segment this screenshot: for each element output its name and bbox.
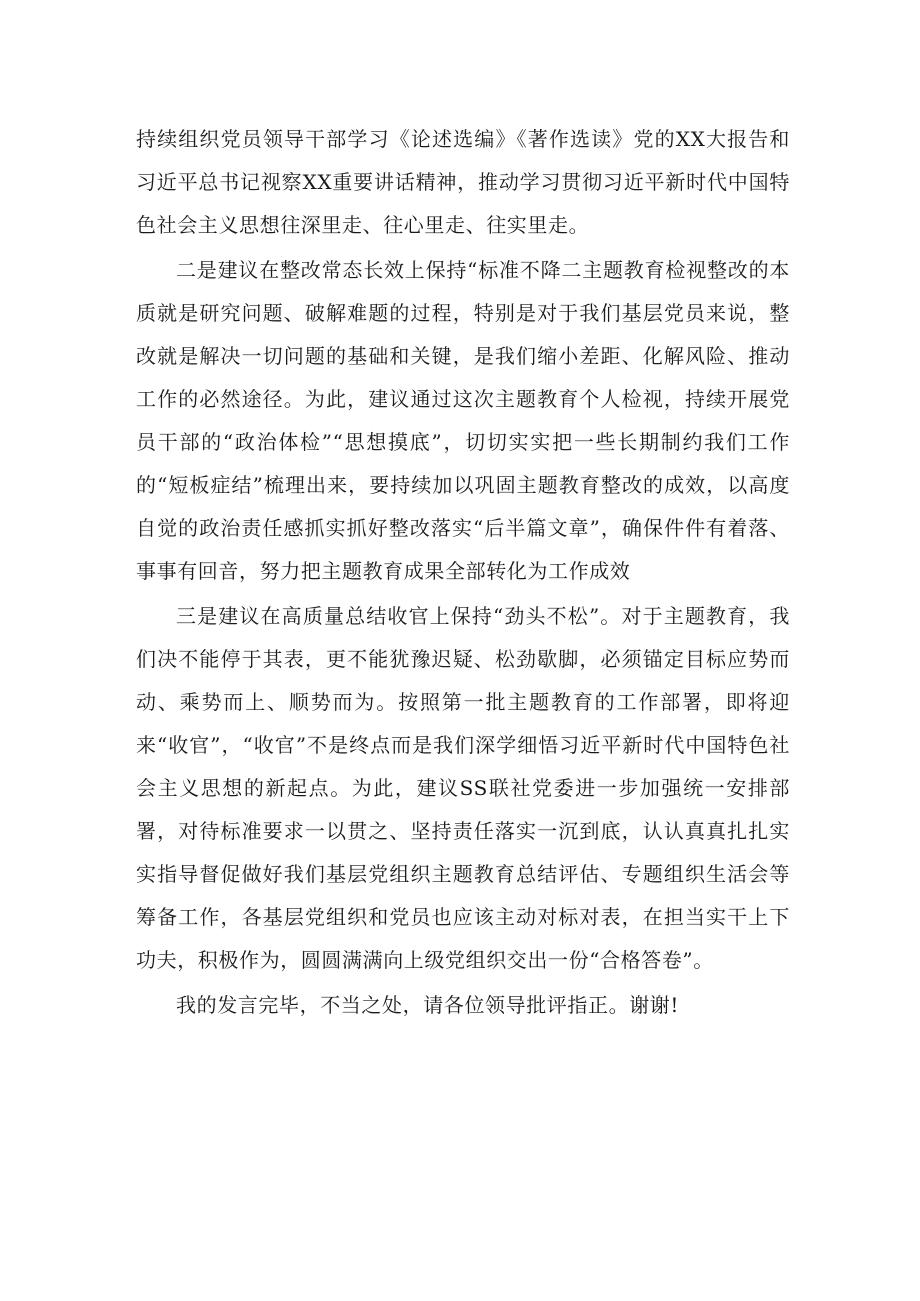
paragraph-suggestion-three: 三是建议在高质量总结收官上保持“劲头不松”。对于主题教育，我们决不能停于其表，更不能犹豫迟疑、松劲歇脚，必须锚定目标应势而动、乘势而上、顺势而为。按照第一批主题教育的工作部署，即将迎来“收官”，“收官”不是终点而是我们深学细悟习近平新时代中国特色社会主义思想的新起点。为此，建议SS联社党委进一步加强统一安排部署，对待标准要求一以贯之、坚持责任落实一沉到底，认认真真扎扎实实指导督促做好我们基层党组织主题教育总结评估、专题组织生活会等筹备工作，各基层党组织和党员也应该主动对标对表，在担当实干上下功夫，积极作为，圆圆满满向上级党组织交出一份“合格答卷”。 [136,604,790,972]
paragraph-closing: 我的发言完毕，不当之处，请各位领导批评指正。谢谢! [176,993,680,1017]
paragraph-suggestion-two: 二是建议在整改常态长效上保持“标准不降二主题教育检视整改的本质就是研究问题、破解难题的过程，特别是对于我们基层党员来说，整改就是解决一切问题的基础和关键，是我们缩小差距、化解风险、推动工作的必然途径。为此，建议通过这次主题教育个人检视，持续开展党员干部的“政治体检”“思想摸底”，切切实实把一些长期制约我们工作的“短板症结”梳理出来，要持续加以巩固主题教育整改的成效，以高度自觉的政治责任感抓实抓好整改落实“后半篇文章”，确保件件有着落、事事有回音，努力把主题教育成果全部转化为工作成效 [136,258,790,583]
document-body [136,118,790,1027]
paragraph-continuation: 持续组织党员领导干部学习《论述选编》《著作选读》党的XX大报告和习近平总书记视察XX重要讲话精神，推动学习贯彻习近平新时代中国特色社会主义思想往深里走、往心里走、往实里走。 [136,127,790,237]
